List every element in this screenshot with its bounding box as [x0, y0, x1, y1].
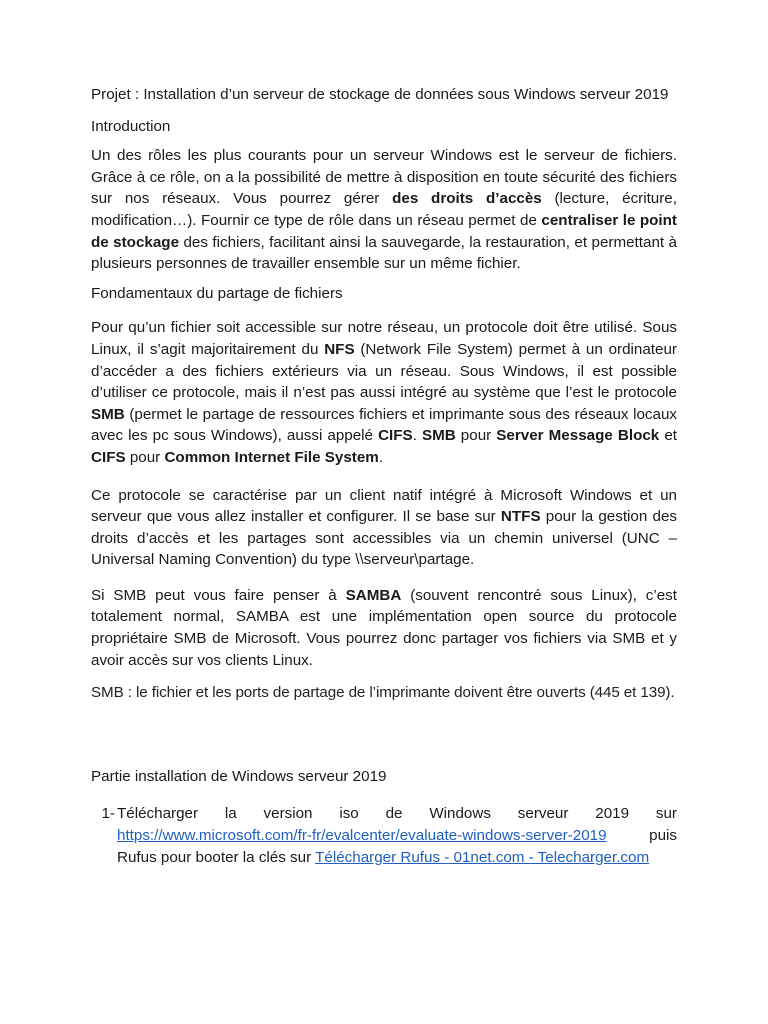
intro-text-2: (lecture, écriture, modification…). Fournir ce type de rôle dans un réseau permet de [91, 190, 677, 229]
ports-text: SMB : le fichier et les ports de partage de l’imprimante doivent être ouverts (445 et 139) [91, 684, 671, 702]
heading-fondamentaux: Fondamentaux du partage de fichiers [91, 284, 343, 302]
fund-text-2: (Network File System) permet à un ordinateur d’accéder a des fichiers extérieurs via un réseau. Sous Windows, il est possible d’utiliser ce protocole, mais il n’est pas aussi intégré au système que l’est le protocole [91, 340, 677, 402]
fund-bold-smb: SMB [91, 405, 125, 423]
intro-text-1: Un des rôles les plus courants pour un serveur Windows est le serveur de fichiers. Grâce à ce rôle, on a la possibilité de mettre à disposition en toute sécurité des fichiers sur nos réseaux. Vous pourrez gérer [91, 147, 677, 208]
paragraph-fondamentaux [91, 317, 677, 468]
step1-text-1: Télécharger la version iso de Windows serveur 2019 sur [117, 805, 677, 823]
step-1-text [117, 803, 677, 868]
proto-text-2: pour la gestion des droits d’accès et les partages sont accessibles via un chemin universel (UNC – Universal Naming Convention) du type \\serveur\partage. [91, 508, 677, 569]
intro-bold-droits: des droits d’accès [392, 190, 542, 208]
paragraph-samba [91, 585, 677, 671]
heading-introduction: Introduction [91, 117, 171, 135]
step1-text-2: puis Rufus pour booter la clés sur [117, 827, 677, 866]
paragraph-introduction [91, 145, 677, 275]
link-microsoft-evalcenter[interactable]: https://www.microsoft.com/fr-fr/evalcenter/evaluate-windows-server-2019 [117, 827, 607, 845]
intro-text-3: des fichiers, facilitant ainsi la sauvegarde, la restauration, et permettant à plusieurs personnes de travailler ensemble sur un même fichier. [91, 233, 677, 273]
proto-text-1: Ce protocole se caractérise par un client natif intégré à Microsoft Windows et un serveur que vous allez installer et configurer. Il se base sur [91, 486, 677, 526]
intro-bold-centraliser: centraliser le point de stockage [91, 211, 677, 251]
link-telecharger-rufus[interactable]: Télécharger Rufus - 01net.com - Telecharger.com [315, 848, 650, 866]
fund-text-5: pour [455, 427, 497, 445]
heading-installation: Partie installation de Windows serveur 2019 [91, 767, 387, 785]
fund-text-7: pour [125, 448, 165, 466]
fund-text-6: et [659, 427, 677, 445]
fund-text-4: . [412, 427, 422, 445]
paragraph-ports [91, 682, 677, 704]
list-number: 1- [101, 805, 115, 823]
samba-bold-samba: SAMBA [345, 586, 402, 604]
paragraph-protocole [91, 485, 677, 571]
samba-text-1: Si SMB peut vous faire penser à [91, 586, 346, 604]
fund-bold-cifs-2: CIFS [91, 448, 126, 466]
fund-bold-smb-2: SMB [421, 427, 456, 445]
fund-text-3: (permet le partage de ressources fichiers et imprimante sous des réseaux locaux avec les pc sous Windows), aussi appelé [91, 405, 677, 445]
fund-text-8: . [378, 448, 384, 466]
fund-bold-nfs: NFS [324, 340, 355, 358]
fund-text-1: Pour qu’un fichier soit accessible sur notre réseau, un protocole doit être utilisé. Sous Linux, il s’agit majoritairement du [91, 319, 677, 358]
document-title: Projet : Installation d’un serveur de stockage de données sous Windows serveur 2019 [91, 86, 669, 103]
fund-bold-common-internet-file-system: Common Internet File System [164, 448, 379, 466]
fund-bold-server-message-block: Server Message Block [496, 427, 660, 445]
samba-text-2: (souvent rencontré sous Linux), c’est totalement normal, SAMBA est une implémentation open source du protocole propriétaire SMB de Microsoft. Vous pourrez donc partager vos fichiers via SMB et y avoir accès sur vos clients Linux. [91, 586, 677, 669]
list-item-step-1 [91, 803, 677, 868]
proto-bold-ntfs: NTFS [500, 508, 541, 526]
document-page [91, 84, 677, 868]
ports-period: . [670, 684, 675, 702]
fund-bold-cifs: CIFS [378, 427, 413, 445]
